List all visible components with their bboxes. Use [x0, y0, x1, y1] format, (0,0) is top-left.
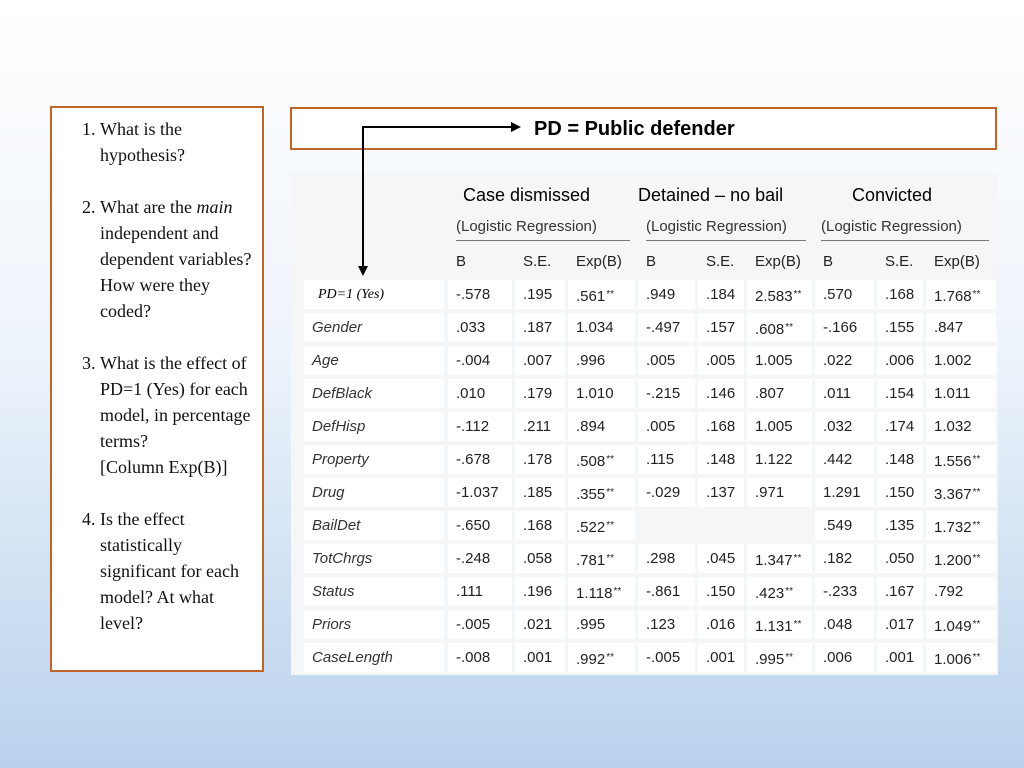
table-cell — [698, 544, 744, 573]
row-label: PD=1 (Yes) — [304, 280, 444, 309]
table-cell — [926, 643, 996, 672]
model-heading-convicted: Convicted — [852, 185, 933, 205]
table-cell — [698, 379, 744, 408]
table-cell — [815, 346, 874, 375]
cell-value: 1.118 — [576, 585, 613, 602]
table-cell — [448, 643, 512, 672]
significance-marker: ** — [606, 520, 614, 531]
table-cell — [638, 346, 695, 375]
cell-value: .522 — [576, 519, 606, 536]
cell-value: .182 — [823, 550, 853, 567]
questions-list — [60, 116, 254, 636]
cell-value: .807 — [755, 385, 785, 402]
table-cell — [877, 577, 923, 606]
table-cell — [815, 280, 874, 309]
cell-value: .011 — [823, 385, 852, 402]
significance-marker: ** — [972, 520, 981, 531]
cell-value: .050 — [885, 550, 915, 567]
table-cell — [515, 643, 565, 672]
row-label: Gender — [304, 313, 444, 342]
cell-value: .006 — [885, 352, 915, 369]
cell-value: .123 — [646, 616, 676, 633]
significance-marker: ** — [613, 586, 622, 597]
cell-value: -.678 — [456, 451, 491, 468]
table-cell — [448, 511, 512, 540]
table-cell — [815, 577, 874, 606]
cell-value: 1.002 — [934, 352, 972, 369]
table-cell — [747, 610, 812, 639]
table-cell — [747, 412, 812, 441]
column-header: S.E. — [698, 247, 744, 276]
significance-marker: ** — [972, 619, 981, 630]
question-4-text: Is the effect statistically significant for each model? At what level? — [100, 509, 239, 633]
table-cell — [926, 445, 996, 474]
significance-marker: ** — [606, 289, 614, 300]
question-3-text: What is the effect of PD=1 (Yes) for each model, in percentage terms? — [100, 353, 251, 451]
cell-value: .995 — [755, 651, 785, 668]
table-cell — [568, 412, 635, 441]
cell-value: .549 — [823, 517, 853, 534]
table-cell — [877, 610, 923, 639]
table-cell — [568, 478, 635, 507]
table-cell — [568, 511, 635, 540]
cell-value: -.166 — [823, 319, 858, 336]
table-cell — [926, 313, 996, 342]
cell-value: -.650 — [456, 517, 491, 534]
column-header: B — [638, 247, 695, 276]
table-cell — [877, 445, 923, 474]
cell-value: .298 — [646, 550, 676, 567]
cell-value: .001 — [706, 649, 736, 666]
table-cell — [926, 511, 996, 540]
row-label: BailDet — [304, 511, 444, 540]
cell-value: .179 — [523, 385, 553, 402]
table-cell — [638, 511, 695, 540]
table-cell — [926, 379, 996, 408]
table-cell — [698, 412, 744, 441]
table-cell — [638, 610, 695, 639]
table-cell — [747, 445, 812, 474]
cell-value: .111 — [456, 583, 483, 600]
cell-value: 1.347 — [755, 552, 793, 569]
cell-value: .001 — [523, 649, 553, 666]
table-cell — [815, 610, 874, 639]
table-cell — [698, 643, 744, 672]
table-cell — [747, 577, 812, 606]
table-cell — [568, 313, 635, 342]
table-cell — [815, 478, 874, 507]
column-header: S.E. — [877, 247, 923, 276]
cell-value: .995 — [576, 616, 606, 633]
table-cell — [815, 511, 874, 540]
significance-marker: ** — [972, 652, 981, 663]
significance-marker: ** — [606, 487, 614, 498]
table-cell — [698, 577, 744, 606]
significance-marker: ** — [972, 487, 981, 498]
table-cell — [926, 280, 996, 309]
table-cell — [926, 346, 996, 375]
table-cell — [877, 379, 923, 408]
cell-value: .996 — [576, 352, 606, 369]
cell-value: .185 — [523, 484, 553, 501]
table-cell — [448, 544, 512, 573]
cell-value: .949 — [646, 286, 676, 303]
cell-value: .146 — [706, 385, 736, 402]
table-cell — [877, 412, 923, 441]
significance-marker: ** — [793, 553, 802, 564]
cell-value: -.004 — [456, 352, 491, 369]
significance-marker: ** — [793, 619, 802, 630]
cell-value: .847 — [934, 319, 964, 336]
cell-value: .894 — [576, 418, 606, 435]
method-label-convicted: (Logistic Regression) — [821, 218, 989, 241]
table-cell — [747, 280, 812, 309]
cell-value: .174 — [885, 418, 915, 435]
significance-marker: ** — [785, 586, 793, 597]
table-cell — [747, 544, 812, 573]
table-cell — [815, 412, 874, 441]
table-cell — [926, 577, 996, 606]
table-cell — [747, 379, 812, 408]
cell-value: .178 — [523, 451, 553, 468]
cell-value: 1.732 — [934, 519, 972, 536]
cell-value: .045 — [706, 550, 736, 567]
question-1 — [100, 116, 254, 168]
cell-value: .048 — [823, 616, 853, 633]
question-3-note: [Column Exp(B)] — [100, 457, 228, 477]
table-cell — [638, 445, 695, 474]
table-cell — [877, 280, 923, 309]
table-cell — [515, 412, 565, 441]
cell-value: 3.367 — [934, 486, 972, 503]
cell-value: -.029 — [646, 484, 681, 501]
table-cell — [747, 643, 812, 672]
table-cell — [877, 511, 923, 540]
significance-marker: ** — [785, 322, 793, 333]
row-label: DefHisp — [304, 412, 444, 441]
cell-value: -.215 — [646, 385, 681, 402]
cell-value: .148 — [706, 451, 736, 468]
table-cell — [515, 346, 565, 375]
row-label: DefBlack — [304, 379, 444, 408]
cell-value: -.578 — [456, 286, 491, 303]
row-label: Age — [304, 346, 444, 375]
table-cell — [515, 577, 565, 606]
cell-value: .016 — [706, 616, 736, 633]
cell-value: -.005 — [646, 649, 681, 666]
row-label: Property — [304, 445, 444, 474]
table-cell — [448, 346, 512, 375]
table-cell — [448, 280, 512, 309]
cell-value: 1.049 — [934, 618, 972, 635]
question-1-text: What is the hypothesis? — [100, 119, 185, 165]
table-cell — [568, 280, 635, 309]
table-cell — [815, 313, 874, 342]
cell-value: .155 — [885, 319, 915, 336]
table-cell — [638, 544, 695, 573]
table-cell — [698, 478, 744, 507]
table-cell — [568, 544, 635, 573]
table-cell — [926, 478, 996, 507]
cell-value: .115 — [646, 451, 675, 468]
significance-marker: ** — [972, 454, 981, 465]
cell-value: 1.005 — [755, 418, 793, 435]
table-cell — [698, 610, 744, 639]
table-cell — [638, 412, 695, 441]
cell-value: .017 — [885, 616, 915, 633]
cell-value: .058 — [523, 550, 553, 567]
table-cell — [698, 280, 744, 309]
table-cell — [747, 511, 812, 540]
method-label-case-dismissed: (Logistic Regression) — [456, 218, 630, 241]
title-box — [290, 107, 997, 150]
cell-value: .187 — [523, 319, 553, 336]
table-cell — [515, 280, 565, 309]
table-cell — [638, 643, 695, 672]
cell-value: .154 — [885, 385, 915, 402]
table-cell — [638, 577, 695, 606]
cell-value: .195 — [523, 286, 553, 303]
table-cell — [638, 313, 695, 342]
cell-value: .168 — [706, 418, 736, 435]
cell-value: 1.200 — [934, 552, 972, 569]
cell-value: .992 — [576, 651, 606, 668]
table-cell — [747, 478, 812, 507]
cell-value: 1.034 — [576, 319, 614, 336]
table-cell — [747, 346, 812, 375]
cell-value: .168 — [523, 517, 553, 534]
table-cell — [877, 544, 923, 573]
cell-value: 1.005 — [755, 352, 793, 369]
column-header: Exp(B) — [568, 247, 635, 276]
row-label: Drug — [304, 478, 444, 507]
cell-value: .150 — [885, 484, 915, 501]
cell-value: .355 — [576, 486, 606, 503]
cell-value: 1.032 — [934, 418, 972, 435]
cell-value: -.861 — [646, 583, 681, 600]
table-cell — [698, 346, 744, 375]
significance-marker: ** — [606, 454, 614, 465]
cell-value: 1.122 — [755, 451, 793, 468]
table-cell — [515, 478, 565, 507]
cell-value: .137 — [706, 484, 736, 501]
cell-value: 1.011 — [934, 385, 971, 402]
cell-value: .184 — [706, 286, 736, 303]
significance-marker: ** — [606, 652, 614, 663]
column-header: Exp(B) — [926, 247, 996, 276]
question-2-text-start: What are the — [100, 197, 197, 217]
cell-value: -.497 — [646, 319, 681, 336]
cell-value: .508 — [576, 453, 606, 470]
table-cell — [747, 313, 812, 342]
cell-value: .021 — [523, 616, 553, 633]
column-header: Exp(B) — [747, 247, 812, 276]
cell-value: .148 — [885, 451, 915, 468]
table-cell — [515, 511, 565, 540]
row-label: CaseLength — [304, 643, 444, 672]
table-cell — [877, 313, 923, 342]
cell-value: .010 — [456, 385, 486, 402]
table-cell — [926, 412, 996, 441]
table-cell — [448, 412, 512, 441]
cell-value: .006 — [823, 649, 853, 666]
cell-value: .005 — [646, 352, 676, 369]
question-3 — [100, 350, 254, 480]
cell-value: .442 — [823, 451, 853, 468]
table-cell — [448, 379, 512, 408]
cell-value: .570 — [823, 286, 853, 303]
question-2-text-end: independent and dependent variables? How were they coded? — [100, 223, 252, 321]
question-4 — [100, 506, 254, 636]
cell-value: -.112 — [456, 418, 490, 435]
row-label: Status — [304, 577, 444, 606]
cell-value: -.005 — [456, 616, 491, 633]
column-header: B — [815, 247, 874, 276]
cell-value: .196 — [523, 583, 553, 600]
cell-value: .033 — [456, 319, 486, 336]
table-cell — [638, 478, 695, 507]
method-label-detained: (Logistic Regression) — [646, 218, 806, 241]
cell-value: -.008 — [456, 649, 491, 666]
cell-value: -1.037 — [456, 484, 499, 501]
table-cell — [568, 379, 635, 408]
table-cell — [568, 610, 635, 639]
cell-value: .792 — [934, 583, 964, 600]
table-cell — [877, 346, 923, 375]
cell-value: .608 — [755, 321, 785, 338]
significance-marker: ** — [606, 553, 614, 564]
table-cell — [926, 610, 996, 639]
table-cell — [568, 643, 635, 672]
cell-value: .971 — [755, 484, 785, 501]
table-cell — [568, 346, 635, 375]
cell-value: .032 — [823, 418, 853, 435]
cell-value: .157 — [706, 319, 736, 336]
cell-value: 2.583 — [755, 288, 793, 305]
cell-value: 1.010 — [576, 385, 614, 402]
cell-value: 1.556 — [934, 453, 972, 470]
table-cell — [515, 379, 565, 408]
column-header: B — [448, 247, 512, 276]
table-cell — [448, 478, 512, 507]
significance-marker: ** — [972, 289, 981, 300]
table-cell — [448, 577, 512, 606]
table-cell — [448, 445, 512, 474]
table-cell — [815, 544, 874, 573]
cell-value: .007 — [523, 352, 553, 369]
cell-value: .005 — [646, 418, 676, 435]
cell-value: 1.006 — [934, 651, 972, 668]
cell-value: .150 — [706, 583, 736, 600]
table-cell — [877, 478, 923, 507]
row-label: TotChrgs — [304, 544, 444, 573]
table-cell — [877, 643, 923, 672]
cell-value: -.233 — [823, 583, 858, 600]
table-cell — [515, 445, 565, 474]
significance-marker: ** — [785, 652, 793, 663]
cell-value: 1.768 — [934, 288, 972, 305]
table-cell — [515, 544, 565, 573]
table-cell — [698, 445, 744, 474]
table-cell — [638, 379, 695, 408]
row-label: Priors — [304, 610, 444, 639]
cell-value: .022 — [823, 352, 853, 369]
cell-value: .781 — [576, 552, 606, 569]
table-cell — [448, 610, 512, 639]
model-heading-detained: Detained – no bail — [638, 185, 784, 205]
table-cell — [815, 643, 874, 672]
page-title: PD = Public defender — [534, 118, 735, 140]
question-2-emphasis: main — [196, 197, 233, 217]
significance-marker: ** — [972, 553, 981, 564]
table-cell — [568, 577, 635, 606]
cell-value: .211 — [523, 418, 552, 435]
cell-value: .135 — [885, 517, 915, 534]
question-2 — [100, 194, 254, 324]
table-cell — [515, 313, 565, 342]
cell-value: .423 — [755, 585, 785, 602]
cell-value: .001 — [885, 649, 915, 666]
cell-value: -.248 — [456, 550, 491, 567]
table-cell — [815, 379, 874, 408]
table-cell — [638, 280, 695, 309]
table-cell — [698, 313, 744, 342]
model-heading-case-dismissed: Case dismissed — [463, 185, 591, 205]
table-cell — [568, 445, 635, 474]
cell-value: 1.291 — [823, 484, 861, 501]
column-header: S.E. — [515, 247, 565, 276]
cell-value: .561 — [576, 288, 606, 305]
cell-value: .005 — [706, 352, 736, 369]
cell-value: 1.131 — [755, 618, 793, 635]
questions-panel — [50, 106, 264, 672]
table-cell — [815, 445, 874, 474]
significance-marker: ** — [793, 289, 802, 300]
cell-value: .168 — [885, 286, 915, 303]
table-cell — [698, 511, 744, 540]
cell-value: .167 — [885, 583, 915, 600]
table-cell — [515, 610, 565, 639]
table-cell — [448, 313, 512, 342]
table-cell — [926, 544, 996, 573]
